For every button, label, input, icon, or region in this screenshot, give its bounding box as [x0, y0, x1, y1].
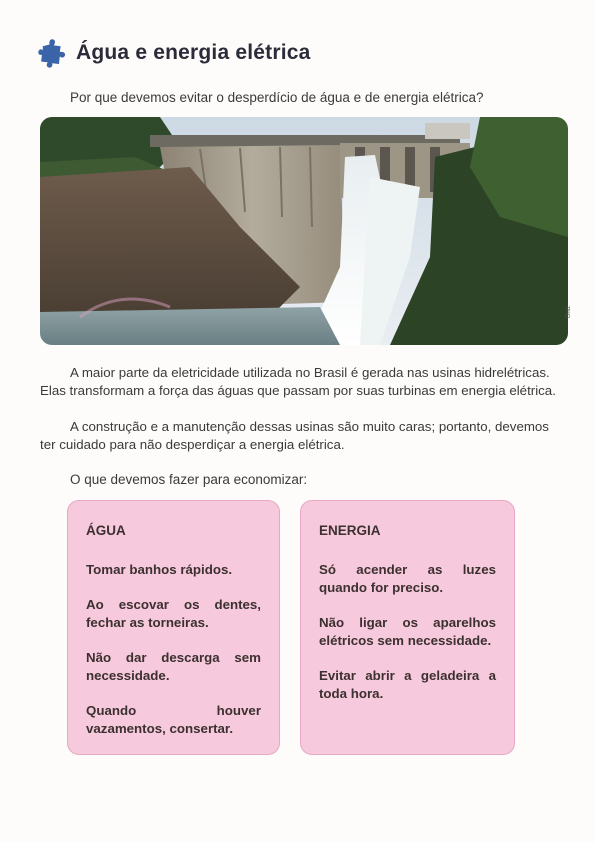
energy-tip: Só acender as luzes quando for preciso.	[319, 562, 496, 595]
water-tip: Quando houver vazamentos, consertar.	[86, 703, 261, 736]
energy-tips-card	[300, 500, 515, 755]
economy-lead: O que devemos fazer para economizar:	[70, 472, 308, 487]
paragraph-hydro: A maior parte da eletricidade utilizada no Brasil é gerada nas usinas hidrelétricas. Elas transformam a força das águas que passam por suas turbinas em energia elétrica.	[40, 365, 556, 398]
water-tip: Tomar banhos rápidos.	[86, 562, 233, 577]
dam-photo	[40, 117, 568, 345]
photo-credit: Dnd.	[566, 305, 572, 318]
energy-card-title: ENERGIA	[319, 523, 381, 538]
paragraph-costs: A construção e a manutenção dessas usinas são muito caras; portanto, devemos ter cuidado para não desperdiçar a energia elétrica.	[40, 419, 549, 452]
puzzle-piece-icon	[36, 36, 70, 70]
intro-question: Por que devemos evitar o desperdício de água e de energia elétrica?	[70, 90, 484, 105]
water-tips-card	[67, 500, 280, 755]
energy-tip: Evitar abrir a geladeira a toda hora.	[319, 668, 496, 701]
page-title: Água e energia elétrica	[76, 41, 311, 64]
water-tip: Ao escovar os dentes, fechar as torneiras.	[86, 597, 261, 630]
energy-tip: Não ligar os aparelhos elétricos sem necessidade.	[319, 615, 496, 648]
water-card-title: ÁGUA	[86, 523, 126, 538]
water-tip: Não dar descarga sem necessidade.	[86, 650, 261, 683]
page-header	[36, 36, 311, 70]
